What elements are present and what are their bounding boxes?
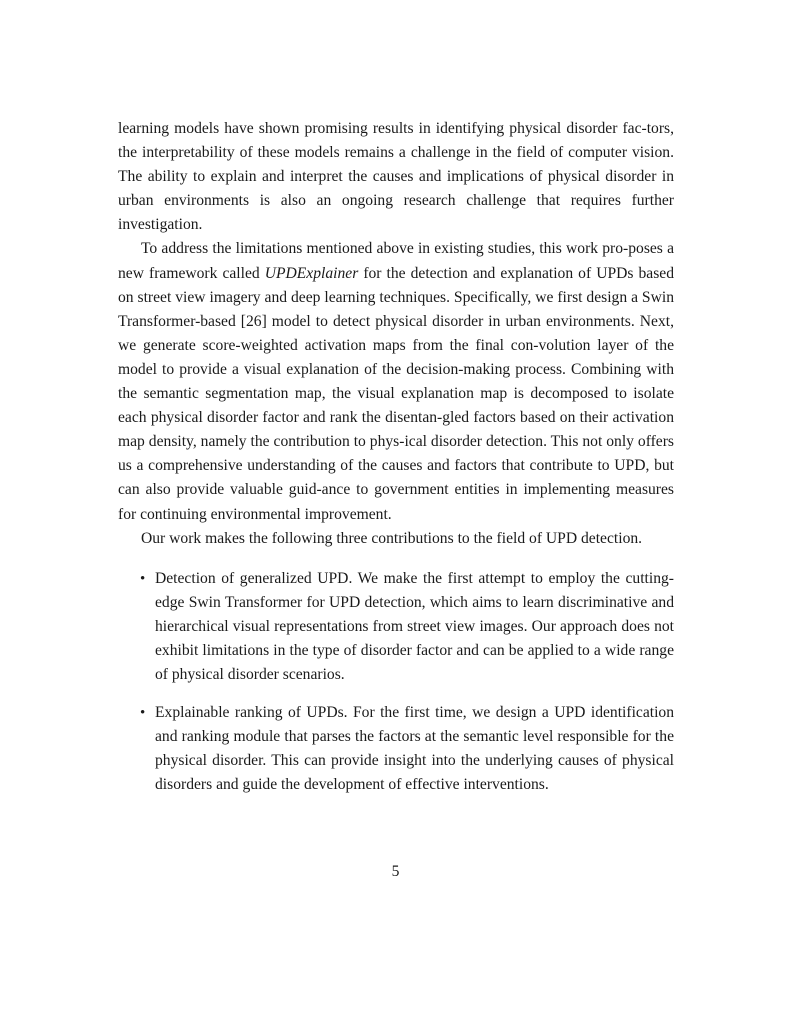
bullet-icon: • xyxy=(140,705,146,722)
page-number: 5 xyxy=(391,863,400,880)
framework-name: UPDExplainer xyxy=(264,264,359,282)
paragraph-continuation: learning models have shown promising results in identifying physical disorder fac-tors, the interpretability of these models remains a challenge in the field of computer vision. The ability to explain and interpret the causes and implications of physical disorder in urban environments is also an ongoing research challenge that requires further investigation. xyxy=(118,120,674,234)
paragraph-framework xyxy=(118,237,674,526)
bullet-icon: • xyxy=(140,570,146,587)
bullet-text: Detection of generalized UPD. We make the first attempt to employ the cutting-edge Swin Transformer for UPD detection, which aims to learn discriminative and hierarchical visual representations from street view images. Our approach does not exhibit limitations in the type of disorder factor and can be applied to a wide range of physical disorder scenarios. xyxy=(155,569,674,684)
bullet-text: Explainable ranking of UPDs. For the first time, we design a UPD identification and ranking module that parses the factors at the semantic level responsible for the physical disorder. This can provide insight into the underlying causes of physical disorders and guide the development of effective interventions. xyxy=(155,704,674,794)
paragraph-contributions-intro: Our work makes the following three contributions to the field of UPD detection. xyxy=(141,529,643,547)
list-item xyxy=(118,567,674,687)
list-item xyxy=(118,701,674,797)
body-text xyxy=(118,117,674,812)
paragraph-framework-lead: To address the limitations mentioned above in existing studies, this work pro-poses a new framework called xyxy=(118,240,674,282)
paragraph-framework-rest: for the detection and explanation of UPDs based on street view imagery and deep learning techniques. Specifically, we first design a Swin Transformer-based [26] model to detect physical disorder in urban environments. Next, we generate score-weighted activation maps from the final con-volution layer of the model to provide a visual explanation of the decision-making process. Combining with the semantic segmentation map, the visual explanation map is decomposed to isolate each physical disorder factor and rank the disentan-gled factors based on their activation map density, namely the contribution to phys-ical disorder detection. This not only offers us a comprehensive understanding of the causes and factors that contribute to UPD, but can also provide valuable guid-ance to government entities in implementing measures for continuing environmental improvement. xyxy=(118,264,674,523)
contributions-list xyxy=(118,567,674,798)
